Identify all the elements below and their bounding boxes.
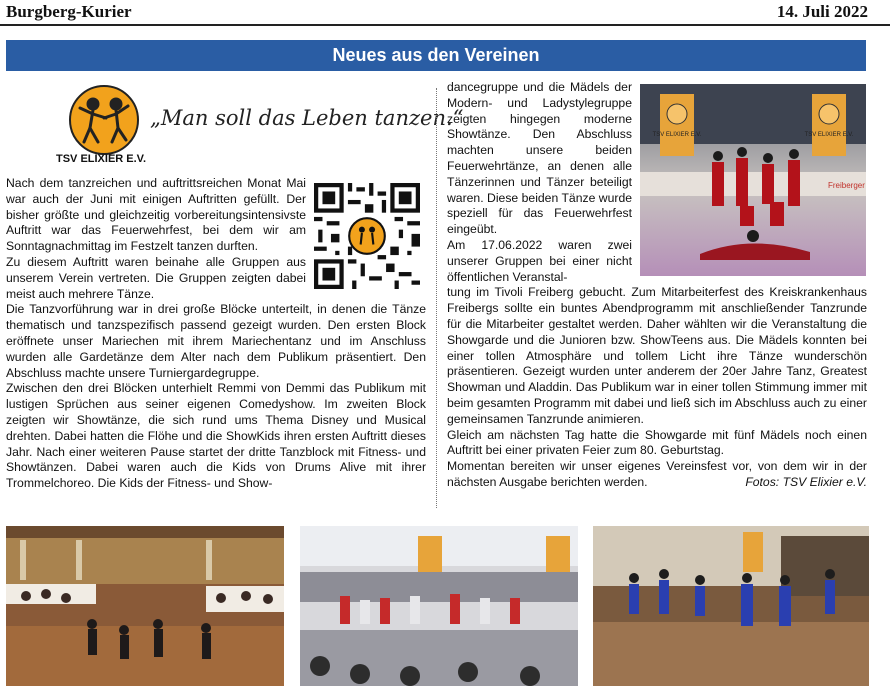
paragraph-groups-rest: Die Tanzvorführung war in drei große Blöcke unterteilt, in denen die Tänze thematisch und tanzspezifisch passend gezeigt wurden. Den ersten Block eröffnete unser Mariechen mit ihrem Mariechentanz und im Anschluss wurden alle Gardetänze dem Alter nach dem Publikum präsentiert. Den Abschluss machte unsere Turniergardegruppe. [6,302,426,380]
paragraph-modern-dance: dancegruppe und die Mädels der Modern- und Ladystylegruppe zeigten hingegen moderne Showtänze. Den Abschluss machten unsere beiden Feuerwehrtänze, an denen alle Tänzerinnen und Tänzer beteiligt waren. Diese beiden Tänze wurde speziell für das Feuerwehrfest eingeübt. [447,80,632,237]
article-column-2 [447,80,867,491]
photo-blue-dancers [593,526,869,686]
issue-date: 14. Juli 2022 [776,2,868,21]
outlook-text: Momentan bereiten wir unser eigenes Vereinsfest vor, von dem wir in der nächsten Ausgabe berichten werden. [447,459,867,489]
article-column-1 [6,176,426,492]
club-logo-name: TSV ELIXIER E.V. [56,153,147,165]
photo-hall-audience [6,526,284,686]
paragraph-tivoli-rest: tung im Tivoli Freiberg gebucht. Zum Mitarbeiterfest des Kreiskrankenhaus Freibergs sollte ein buntes Abendprogramm mit anschließender Tanzrunde für die Mitarbeiter gestaltet werden. Daher wählten wir die Veranstaltung die Showgarde und die Junioren bzw. ShowTeens aus. Die Mädels konnten bei einer tollen Atmosphäre und tollem Licht ihre Tänze wunderschön präsentieren. Gezeigt wurden unter anderem der 20er Jahre Tanz, Greatest Showman und Aladdin. Das Publikum war in einer tollen Stimmung immer mit beim gesamten Programm mit dabei und ließ sich im Abschluss auch zu einer gemeinsamen Tanzrunde animieren. [447,285,867,426]
paragraph-blocks: Zwischen den drei Blöcken unterhielt Remmi von Demmi das Publikum mit lustigen Sprüchen aus seiner eigenen Comedyshow. Im zweiten Block zeigten wir Showtänze, die sich rund ums Thema Disney und Musical drehten. Dabei hatten die Flöhe und die ShowKids ihren ersten Auftritt dieses Jahr. Nach einer weiteren Pause startet der dritte Tanzblock mit Fitness- und Showtänzen. Dabei waren auch die Kids von Drums Alive mit ihrer Trommelchoreo. Die Kids der Fitness- und Show- [6,381,426,491]
motto-quote: „Man soll das Leben tanzen.“ [150,106,464,130]
paragraph-groups-start: Zu diesem Auftritt waren beinahe alle Gruppen aus unserem Verein vertreten. Die Gruppen zeigten dabei meist auch mehrere Tänze. [6,254,306,301]
sponsor-banner: Freiberger [828,181,865,190]
newspaper-header [0,0,890,26]
banner-logo-text-left: TSV ELIXIER E.V. [652,132,702,138]
paragraph-tivoli-start: Am 17.06.2022 waren zwei unserer Gruppen bei einer nicht öffentlichen Veranstal- [447,237,632,284]
paragraph-intro: Nach dem tanzreichen und auftrittsreichen Monat Mai war auch der Juni mit einigen Auftritten gefüllt. Der bisher größte und gleichzeitig vorbereitungsintensivste Auftritt war das Feuerwehrfest, bei dem wir am Sonntagnachmittag im Festzelt tanzen durften. [6,176,306,254]
paragraph-birthday: Gleich am nächsten Tag hatte die Showgarde mit fünf Mädels noch einen Auftritt bei einer privaten Feier zum 80. Geburtstag. [447,427,867,458]
section-title: Neues aus den Vereinen [6,40,866,71]
publication-name: Burgberg-Kurier [6,2,132,21]
paragraph-outlook [447,459,867,491]
photo-tent-kids [300,526,578,686]
column-divider [436,88,437,508]
photo-credit: Fotos: TSV Elixier e.V. [745,474,867,489]
banner-logo-text-right: TSV ELIXIER E.V. [804,132,854,138]
